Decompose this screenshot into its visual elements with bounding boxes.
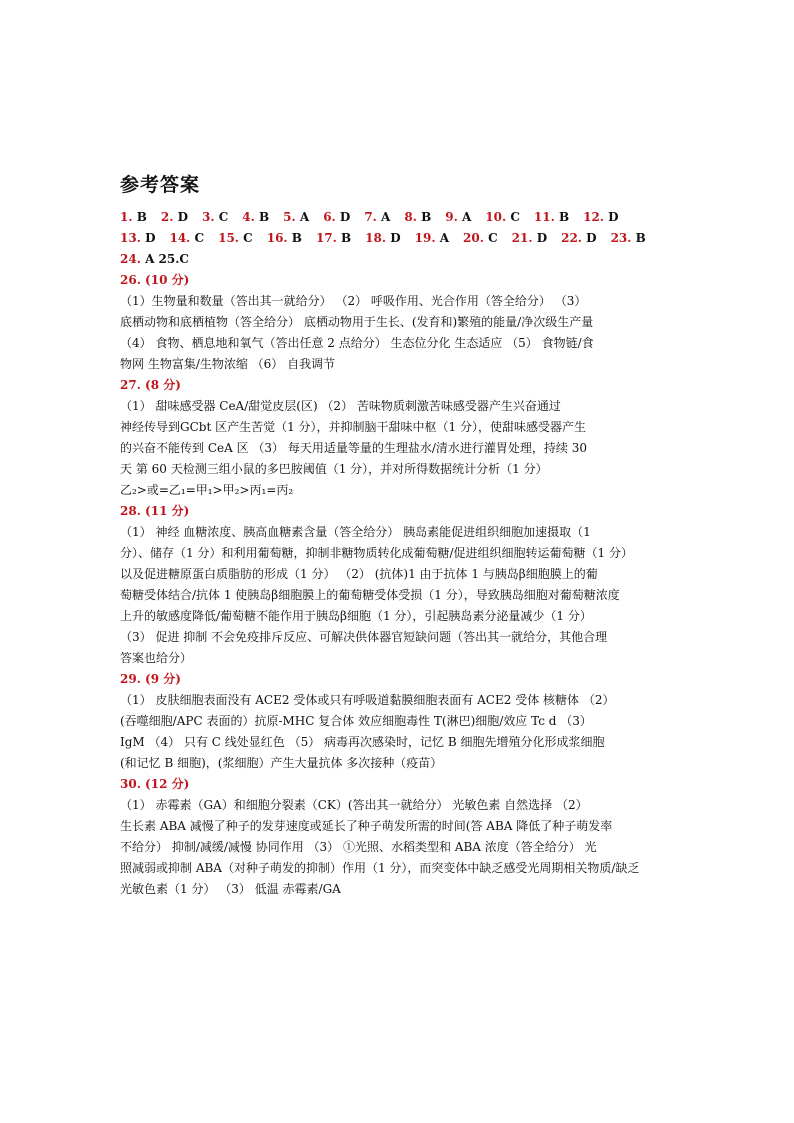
answer-letter: C — [510, 210, 520, 224]
answer-letter: C — [488, 231, 498, 245]
answer-letter: B — [136, 210, 147, 224]
answer-section-q27 — [120, 375, 676, 501]
answer-letter: D — [536, 231, 548, 245]
answer-text-line: IgM （4） 只有 C 线处显红色 （5） 病毒再次感染时，记忆 B 细胞先增殖分化形成浆细胞 — [120, 735, 605, 749]
answer-text-line: 物网 生物富集/生物浓缩 （6） 自我调节 — [120, 357, 336, 371]
answer-letter: A — [299, 210, 310, 224]
answer-text-line: 上升的敏感度降低/葡萄糖不能作用于胰岛β细胞（1 分），引起胰岛素分泌量减少（1 分） — [120, 609, 592, 623]
answer-letter: B — [558, 210, 570, 224]
answer-text-line: 分）、储存（1 分）和利用葡萄糖，抑制非糖物质转化成葡萄糖/促进组织细胞转运葡萄糖（1 分） — [120, 546, 633, 560]
answer-letter: D — [608, 210, 619, 224]
answer-text-line: 天 第 60 天检测三组小鼠的多巴胺阈值（1 分），并对所得数据统计分析（1 分） — [120, 462, 548, 476]
answer-text-line: 的兴奋不能传到 CeA 区 （3） 每天用适量等量的生理盐水/清水进行灌胃处理，持续 30 — [120, 441, 587, 455]
question-number: 7. — [364, 210, 382, 224]
answer-text-line: 萄糖受体结合/抗体 1 使胰岛β细胞膜上的葡萄糖受体受损（1 分），导致胰岛细胞对葡萄糖浓度 — [120, 588, 620, 602]
answer-text-line: (和记忆 B 细胞)，(浆细胞）产生大量抗体 多次接种（疫苗） — [120, 756, 443, 770]
answer-letter: A — [461, 210, 472, 224]
answer-text-line: 照减弱或抑制 ABA（对种子萌发的抑制）作用（1 分），而突变体中缺乏感受光周期相关物质/缺乏 — [120, 861, 640, 875]
answer-section-q28 — [120, 501, 676, 669]
answer-text-line: （1）生物量和数量（答出其一就给分） （2） 呼吸作用、光合作用（答全给分） （3） — [120, 294, 587, 308]
question-number: 20. — [463, 231, 489, 245]
page-title: 参考答案 — [120, 174, 201, 196]
section-header: 27. (8 分) — [120, 378, 181, 392]
answer-letter: A 25.C — [145, 252, 189, 266]
question-number: 13. — [120, 231, 146, 245]
answer-letter: D — [390, 231, 401, 245]
answer-letter: B — [341, 231, 352, 245]
answer-letter: A — [439, 231, 449, 245]
question-number: 21. — [511, 231, 537, 245]
answer-text-line: （1） 赤霉素（GA）和细胞分裂素（CK）(答出其一就给分） 光敏色素 自然选择 （2） — [120, 798, 588, 812]
question-number: 4. — [242, 210, 259, 224]
question-number: 11. — [533, 210, 559, 224]
answer-text-line: 答案也给分） — [120, 651, 193, 665]
answer-text-line: （4） 食物、栖息地和氧气（答出任意 2 点给分） 生态位分化 生态适应 （5） 食物链/食 — [120, 336, 594, 350]
short-answer-sections — [120, 270, 676, 900]
answer-letter: C — [194, 231, 205, 245]
question-number: 19. — [414, 231, 440, 245]
answer-text-line: 生长素 ABA 减慢了种子的发芽速度或延长了种子萌发所需的时间(答 ABA 降低了种子萌发率 — [120, 819, 613, 833]
answer-text-line: （1） 甜味感受器 CeA/甜觉皮层(区) （2） 苦味物质刺激苦味感受器产生兴奋通过 — [120, 399, 561, 413]
answer-letter: C — [243, 231, 253, 245]
answer-text-line: 光敏色素（1 分） （3） 低温 赤霉素/GA — [120, 882, 341, 896]
section-header: 26. (10 分) — [120, 273, 190, 287]
answer-text-line: 神经传导到GCbt 区产生苦觉（1 分），并抑制脑干甜味中枢（1 分），使甜味感受器产生 — [120, 420, 586, 434]
question-number: 12. — [583, 210, 609, 224]
answer-letter: B — [259, 210, 270, 224]
question-number: 14. — [169, 231, 195, 245]
question-number: 24. — [120, 252, 146, 266]
question-number: 23. — [610, 231, 636, 245]
question-number: 8. — [404, 210, 422, 224]
section-header: 30. (12 分) — [120, 777, 190, 791]
question-number: 6. — [323, 210, 340, 224]
multiple-choice-answers — [120, 207, 676, 270]
answer-text-line: 不给分） 抑制/减缓/减慢 协同作用 （3） ①光照、水稻类型和 ABA 浓度（答全给分） 光 — [120, 840, 597, 854]
answer-section-q30 — [120, 774, 676, 900]
section-header: 29. (9 分) — [120, 672, 181, 686]
question-number: 22. — [561, 231, 587, 245]
answer-letter: D — [145, 231, 156, 245]
mc-answer-row — [120, 249, 676, 270]
question-number: 3. — [202, 210, 219, 224]
answer-text-line: 以及促进糖原蛋白质脂肪的形成（1 分） （2） (抗体)1 由于抗体 1 与胰岛β细胞膜上的葡 — [120, 567, 598, 581]
answer-text-line: 乙₂>或=乙₁=甲₁>甲₂>丙₁=丙₂ — [120, 483, 294, 497]
answer-section-q26 — [120, 270, 676, 375]
answer-text-line: （3） 促进 抑制 不会免疫排斥反应、可解决供体器官短缺问题（答出其一就给分，其他合理 — [120, 630, 608, 644]
section-header: 28. (11 分) — [120, 504, 190, 518]
answer-section-q29 — [120, 669, 676, 774]
mc-answer-row — [120, 228, 676, 249]
answer-letter: D — [177, 210, 188, 224]
answer-letter: D — [339, 210, 351, 224]
question-number: 9. — [445, 210, 462, 224]
answer-letter: B — [421, 210, 432, 224]
question-number: 5. — [283, 210, 300, 224]
answer-text-line: 底栖动物和底栖植物（答全给分） 底栖动物用于生长、(发育和)繁殖的能量/净次级生产量 — [120, 315, 594, 329]
question-number: 2. — [160, 210, 178, 224]
question-number: 10. — [485, 210, 511, 224]
answer-key-page — [120, 170, 676, 900]
answer-letter: C — [218, 210, 229, 224]
question-number: 17. — [315, 231, 341, 245]
question-number: 15. — [218, 231, 244, 245]
answer-letter: B — [635, 231, 646, 245]
mc-answer-row — [120, 207, 676, 228]
question-number: 1. — [120, 210, 137, 224]
answer-text-line: （1） 神经 血糖浓度、胰高血糖素含量（答全给分） 胰岛素能促进组织细胞加速摄取（1 — [120, 525, 591, 539]
answer-text-line: （1） 皮肤细胞表面没有 ACE2 受体或只有呼吸道黏膜细胞表面有 ACE2 受体 核糖体 （2） — [120, 693, 615, 707]
question-number: 16. — [266, 231, 292, 245]
question-number: 18. — [365, 231, 391, 245]
answer-letter: A — [381, 210, 391, 224]
answer-letter: B — [291, 231, 302, 245]
answer-text-line: (吞噬细胞/APC 表面的）抗原-MHC 复合体 效应细胞毒性 T(淋巴)细胞/效应 Tc d （3） — [120, 714, 592, 728]
answer-letter: D — [586, 231, 597, 245]
